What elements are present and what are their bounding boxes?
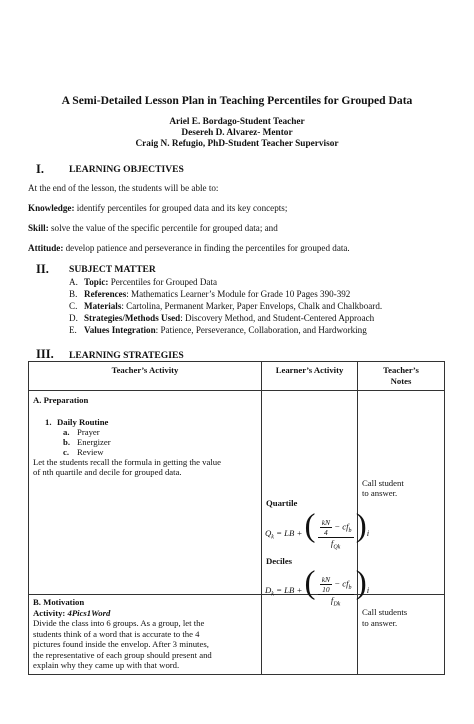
subject-item-text: : Mathematics Learner’s Module for Grade 10 Pages 390-392 [126,289,351,299]
subject-item-text: : Patience, Perseverance, Collaboration, and Hardworking [155,325,367,335]
subject-item-topic [69,277,217,287]
deciles-label: Deciles [266,556,293,566]
subject-item-label: Strategies/Methods Used [84,313,181,323]
activity-name: 4Pics1Word [67,607,111,618]
motivation-line: explain why they came up with that word. [33,660,180,670]
activity-label: Activity: [33,607,66,618]
subject-item-label: References [84,289,127,299]
objective-skill [28,223,278,233]
section-3-number: III. [36,347,54,361]
header-teacher-notes [358,362,445,391]
motivation-notes-cell [358,595,445,675]
section-3-title: LEARNING STRATEGIES [69,350,184,361]
author-student-teacher: Ariel E. Bordago-Student Teacher [169,117,305,127]
motivation-teacher-cell [29,595,262,675]
preparation-instruction [33,457,257,477]
learning-strategies-table [28,361,445,675]
note-line-2: to answer. [362,488,398,498]
objective-knowledge [28,203,287,213]
daily-routine [33,417,257,427]
objectives-intro: At the end of the lesson, the students will be able to: [28,183,219,193]
attitude-text: develop patience and perseverance in finding the percentiles for grouped data. [63,243,350,253]
knowledge-text: identify percentiles for grouped data and its key concepts; [74,203,288,213]
quartile-formula: $Q_k$ = LB + ( $\frac{kN}{4}$ − $cf_b$ $f_{Qk}$ )i [265,508,370,551]
subject-item-materials [69,301,382,311]
motivation-activity [33,608,257,619]
section-2-number: II. [36,262,49,276]
motivation-line: students think of a word that is accurate to the 4 [33,628,200,639]
section-2-title: SUBJECT MATTER [69,264,156,275]
skill-text: solve the value of the specific percentile for grouped data; and [48,223,278,233]
section-1-title: LEARNING OBJECTIVES [69,164,184,175]
routine-number: 1. [45,417,52,427]
preparation-notes-cell [358,391,445,595]
routine-item-key: a. [63,427,70,437]
routine-item-text: Energizer [77,437,111,447]
note-line-1: Call students [362,607,408,617]
subject-item-key: E. [69,325,77,335]
subject-item-references [69,289,350,299]
document-title: A Semi-Detailed Lesson Plan in Teaching Percentiles for Grouped Data [61,94,413,107]
instruction-line-1: Let the students recall the formula in getting the value [33,457,221,467]
header-notes-line-2: Notes [390,376,412,386]
objective-attitude [28,243,350,253]
motivation-line: pictures found inside the envelop. After 3 minutes, [33,639,209,649]
routine-label: Daily Routine [57,417,109,427]
author-mentor: Desereh D. Alvarez- Mentor [181,128,293,138]
subject-item-key: D. [69,313,78,323]
note-line-2: to answer. [362,617,398,628]
preparation-heading: A. Preparation [33,395,89,405]
knowledge-label: Knowledge: [28,203,75,213]
routine-item-key: c. [63,447,70,457]
note-line-1: Call student [362,478,404,488]
subject-item-strategies [69,313,374,323]
decile-formula: $D_k$ = LB + ( $\frac{kN}{10}$ − $cf_b$ $f_{Dk}$ )i [265,565,370,608]
routine-item [63,437,257,447]
section-1-number: I. [36,162,44,176]
routine-item [63,447,257,457]
quartile-label: Quartile [266,498,298,508]
table-row-motivation [29,595,445,675]
subject-item-label: Values Integration [84,325,156,335]
subject-item-text: Percentiles for Grouped Data [108,277,218,287]
routine-item-key: b. [63,437,71,447]
subject-item-label: Topic: [84,277,109,287]
subject-item-values [69,325,367,335]
author-supervisor: Craig N. Refugio, PhD-Student Teacher Supervisor [135,139,339,149]
subject-item-label: Materials [84,301,122,311]
attitude-label: Attitude: [28,243,64,253]
table-row-preparation [29,391,445,595]
motivation-line: Divide the class into 6 groups. As a group, let the [33,618,205,628]
subject-item-text: : Discovery Method, and Student-Centered Approach [180,313,375,323]
skill-label: Skill: [28,223,49,233]
preparation-note [362,478,404,498]
routine-item-text: Prayer [77,427,100,437]
routine-item [63,427,257,437]
preparation-learner-cell [262,391,370,608]
subject-item-key: C. [69,301,78,311]
routine-items [33,427,257,457]
subject-item-key: A. [69,277,78,287]
motivation-heading: B. Motivation [33,597,85,607]
subject-item-text: : Cartolina, Permanent Marker, Paper Envelops, Chalk and Chalkboard. [121,301,383,311]
instruction-line-2: of nth quartile and decile for grouped data. [33,467,182,477]
preparation-teacher-cell [29,391,262,595]
routine-item-text: Review [77,447,104,457]
motivation-line: the representative of each group should present and [33,649,212,660]
header-learner-activity: Learner’s Activity [262,362,358,391]
header-teacher-activity: Teacher’s Activity [29,362,262,391]
table-header-row [29,362,445,391]
header-notes-line-1: Teacher’s [383,365,419,375]
subject-item-key: B. [69,289,78,299]
